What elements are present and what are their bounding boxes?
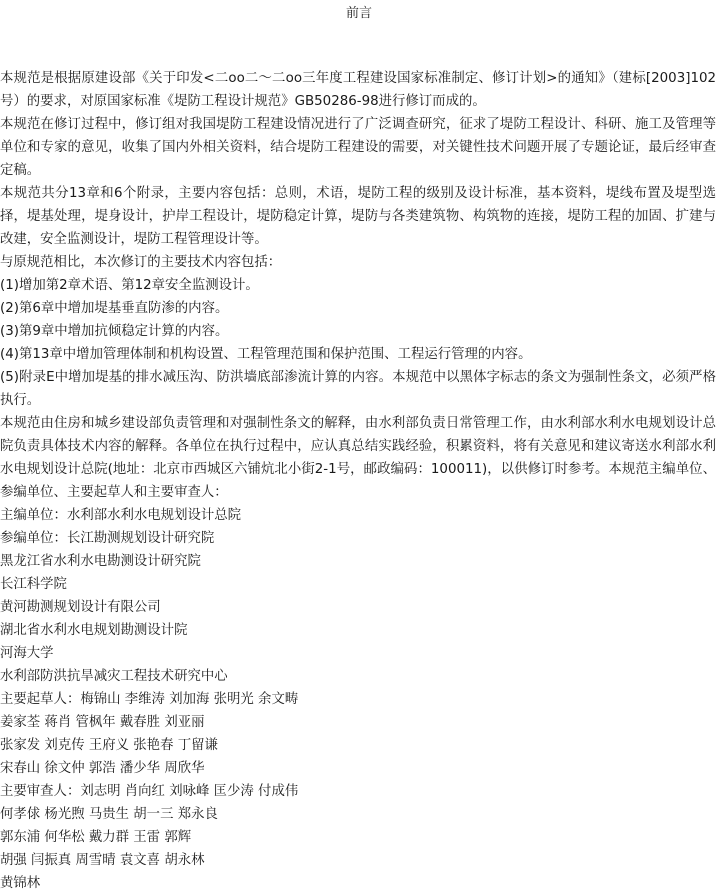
- reviewers-line-3: 郭东浦 何华松 戴力群 王雷 郭辉: [0, 830, 192, 845]
- participating-unit-2: 黑龙江省水利水电勘测设计研究院: [0, 554, 201, 569]
- paragraph-revision-process: 本规范在修订过程中，修订组对我国堤防工程建设情况进行了广泛调查研究，征求了堤防工程设计、科研、施工及管理等单位和专家的意见，收集了国内外相关资料，结合堤防工程建设的需要，对关键性技术问题开展了专题论证，最后经审查定稿。: [0, 117, 716, 178]
- participating-unit-1: 参编单位：长江勘测规划设计研究院: [0, 531, 215, 546]
- reviewers-line-2: 何孝俅 杨光煦 马贵生 胡一三 郑永良: [0, 807, 218, 822]
- drafters-line-3: 张家发 刘克传 王府义 张艳春 丁留谦: [0, 738, 218, 753]
- change-item-4: (4)第13章中增加管理体制和机构设置、工程管理范围和保护范围、工程运行管理的内容。: [0, 347, 532, 362]
- change-item-5: (5)附录E中增加堤基的排水减压沟、防洪墙底部渗流计算的内容。本规范中以黑体字标志的条文为强制性条文，必须严格执行。: [0, 370, 716, 408]
- document-title: 前言: [345, 6, 372, 21]
- drafters-line-4: 宋春山 徐文仲 郭浩 潘少华 周欣华: [0, 761, 205, 776]
- participating-unit-3: 长江科学院: [0, 577, 67, 592]
- change-item-1: (1)增加第2章术语、第12章安全监测设计。: [0, 278, 259, 293]
- paragraph-changes-intro: 与原规范相比，本次修订的主要技术内容包括：: [0, 255, 282, 270]
- participating-unit-7: 水利部防洪抗旱减灾工程技术研究中心: [0, 669, 228, 684]
- chief-editor-unit: 主编单位：水利部水利水电规划设计总院: [0, 508, 242, 523]
- participating-unit-5: 湖北省水利水电规划勘测设计院: [0, 623, 188, 638]
- reviewers-line-5: 黄锦林: [0, 876, 41, 891]
- paragraph-main-contents: 本规范共分13章和6个附录，主要内容包括：总则，术语，堤防工程的级别及设计标准，基本资料，堤线布置及堤型选择，堤基处理，堤身设计，护岸工程设计，堤防稳定计算，堤防与各类建筑物、构筑物的连接，堤防工程的加固、扩建与改建，安全监测设计，堤防工程管理设计等。: [0, 186, 716, 247]
- change-item-2: (2)第6章中增加堤基垂直防渗的内容。: [0, 301, 229, 316]
- drafters-line-2: 姜家荃 蒋肖 管枫年 戴春胜 刘亚丽: [0, 715, 205, 730]
- reviewers-line-4: 胡强 闫振真 周雪晴 袁文喜 胡永林: [0, 853, 205, 868]
- change-item-3: (3)第9章中增加抗倾稳定计算的内容。: [0, 324, 229, 339]
- drafters-line-1: 主要起草人：梅锦山 李维涛 刘加海 张明光 余文畴: [0, 692, 299, 707]
- paragraph-management: 本规范由住房和城乡建设部负责管理和对强制性条文的解释，由水利部负责日常管理工作，由水利部水利水电规划设计总院负责具体技术内容的解释。各单位在执行过程中，应认真总结实践经验，积累资料，将有关意见和建议寄送水利部水利水电规划设计总院(地址：北京市西城区六铺炕北小街2-1号，邮政编码：100011)，以供修订时参考。本规范主编单位、参编单位、主要起草人和主要审查人：: [0, 416, 716, 500]
- reviewers-line-1: 主要审查人：刘志明 肖向红 刘咏峰 匡少涛 付成伟: [0, 784, 299, 799]
- paragraph-basis: 本规范是根据原建设部《关于印发<二oo二～二oo三年度工程建设国家标准制定、修订计划>的通知》（建标[2003]102号）的要求，对原国家标准《堤防工程设计规范》GB50286-98进行修订而成的。: [0, 71, 716, 109]
- document-body: [0, 67, 716, 895]
- participating-unit-6: 河海大学: [0, 646, 54, 661]
- participating-unit-4: 黄河勘测规划设计有限公司: [0, 600, 161, 615]
